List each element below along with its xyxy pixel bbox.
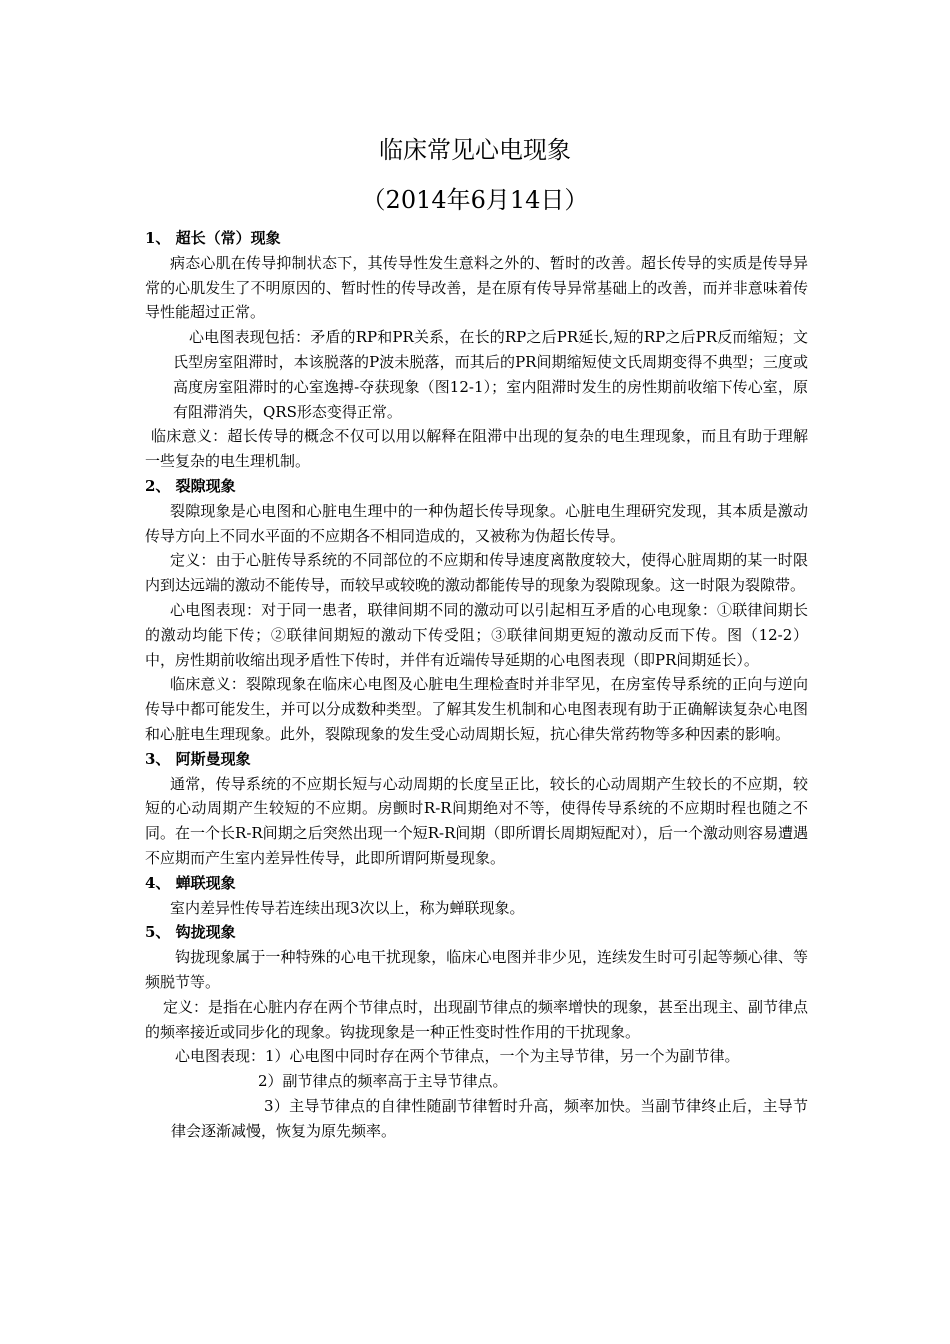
document-date: （2014年6月14日） bbox=[361, 186, 589, 214]
list-item: 2）副节律点的频率高于主导节律点。 bbox=[258, 1072, 508, 1091]
list-item: 3）主导节律点的自律性随副节律暂时升高，频率加快。当副节律终止后，主导节律会逐渐减慢，恢复为原先频率。 bbox=[171, 1096, 808, 1140]
paragraph: 心电图表现：对于同一患者，联律间期不同的激动可以引起相互矛盾的心电现象：①联律间期长的激动均能下传；②联律间期短的激动下传受阻；③联律间期更短的激动反而下传。图（12-2）中，房性期前收缩出现矛盾性下传时，并伴有近端传导延期的心电图表现（即PR间期延长）。 bbox=[145, 600, 808, 669]
paragraph: 定义：由于心脏传导系统的不同部位的不应期和传导速度离散度较大，使得心脏周期的某一时限内到达远端的激动不能传导，而较早或较晚的激动都能传导的现象为裂隙现象。这一时限为裂隙带。 bbox=[145, 551, 808, 595]
paragraph: 心电图表现包括：矛盾的RP和PR关系，在长的RP之后PR延长,短的RP之后PR反而缩短；文氏型房室阻滞时，本该脱落的P波未脱落，而其后的PR间期缩短使文氏周期变得不典型；三度或高度房室阻滞时的心室逸搏-夺获现象（图12-1）；室内阻滞时发生的房性期前收缩下传心室，原有阻滞消失，QRS形态变得正常。 bbox=[173, 328, 808, 421]
paragraph: 室内差异性传导若连续出现3次以上，称为蝉联现象。 bbox=[170, 898, 525, 917]
paragraph: 钩拢现象属于一种特殊的心电干扰现象，临床心电图并非少见，连续发生时可引起等频心律、等频脱节等。 bbox=[145, 948, 808, 991]
document-body bbox=[145, 226, 808, 1143]
document-title: 临床常见心电现象 bbox=[379, 136, 571, 164]
paragraph: 临床意义：裂隙现象在临床心电图及心脏电生理检查时并非罕见，在房室传导系统的正向与逆向传导中都可能发生，并可以分成数种类型。了解其发生机制和心电图表现有助于正确解读复杂心电图和心脏电生理现象。此外，裂隙现象的发生受心动周期长短，抗心律失常药物等多种因素的影响。 bbox=[145, 675, 808, 743]
paragraph: 定义：是指在心脏内存在两个节律点时，出现副节律点的频率增快的现象，甚至出现主、副节律点的频率接近或同步化的现象。钩拢现象是一种正性变时性作用的干扰现象。 bbox=[145, 997, 809, 1041]
paragraph: 病态心肌在传导抑制状态下，其传导性发生意料之外的、暂时的改善。超长传导的实质是传导异常的心肌发生了不明原因的、暂时性的传导改善，是在原有传导异常基础上的改善，而并非意味着传导性能超过正常。 bbox=[145, 253, 808, 322]
section-heading-1: 1、 超长（常）现象 bbox=[145, 229, 281, 247]
section-heading-5: 5、 钩拢现象 bbox=[145, 923, 236, 942]
section-heading-3: 3、 阿斯曼现象 bbox=[145, 749, 251, 768]
paragraph: 裂隙现象是心电图和心脏电生理中的一种伪超长传导现象。心脏电生理研究发现，其本质是激动传导方向上不同水平面的不应期各不相同造成的，又被称为伪超长传导。 bbox=[145, 501, 808, 545]
paragraph: 心电图表现：1）心电图中同时存在两个节律点，一个为主导节律，另一个为副节律。 bbox=[175, 1047, 740, 1066]
section-heading-4: 4、 蝉联现象 bbox=[145, 873, 236, 892]
section-heading-2: 2、 裂隙现象 bbox=[145, 476, 236, 495]
paragraph: 通常，传导系统的不应期长短与心动周期的长度呈正比，较长的心动周期产生较长的不应期，较短的心动周期产生较短的不应期。房颤时R-R间期绝对不等，使得传导系统的不应期时程也随之不同。在一个长R-R间期之后突然出现一个短R-R间期（即所谓长周期短配对），后一个激动则容易遭遇不应期而产生室内差异性传导，此即所谓阿斯曼现象。 bbox=[145, 774, 808, 867]
indented-block bbox=[145, 325, 808, 424]
paragraph: 临床意义：超长传导的概念不仅可以用以解释在阻滞中出现的复杂的电生理现象，而且有助于理解一些复杂的电生理机制。 bbox=[145, 427, 808, 471]
